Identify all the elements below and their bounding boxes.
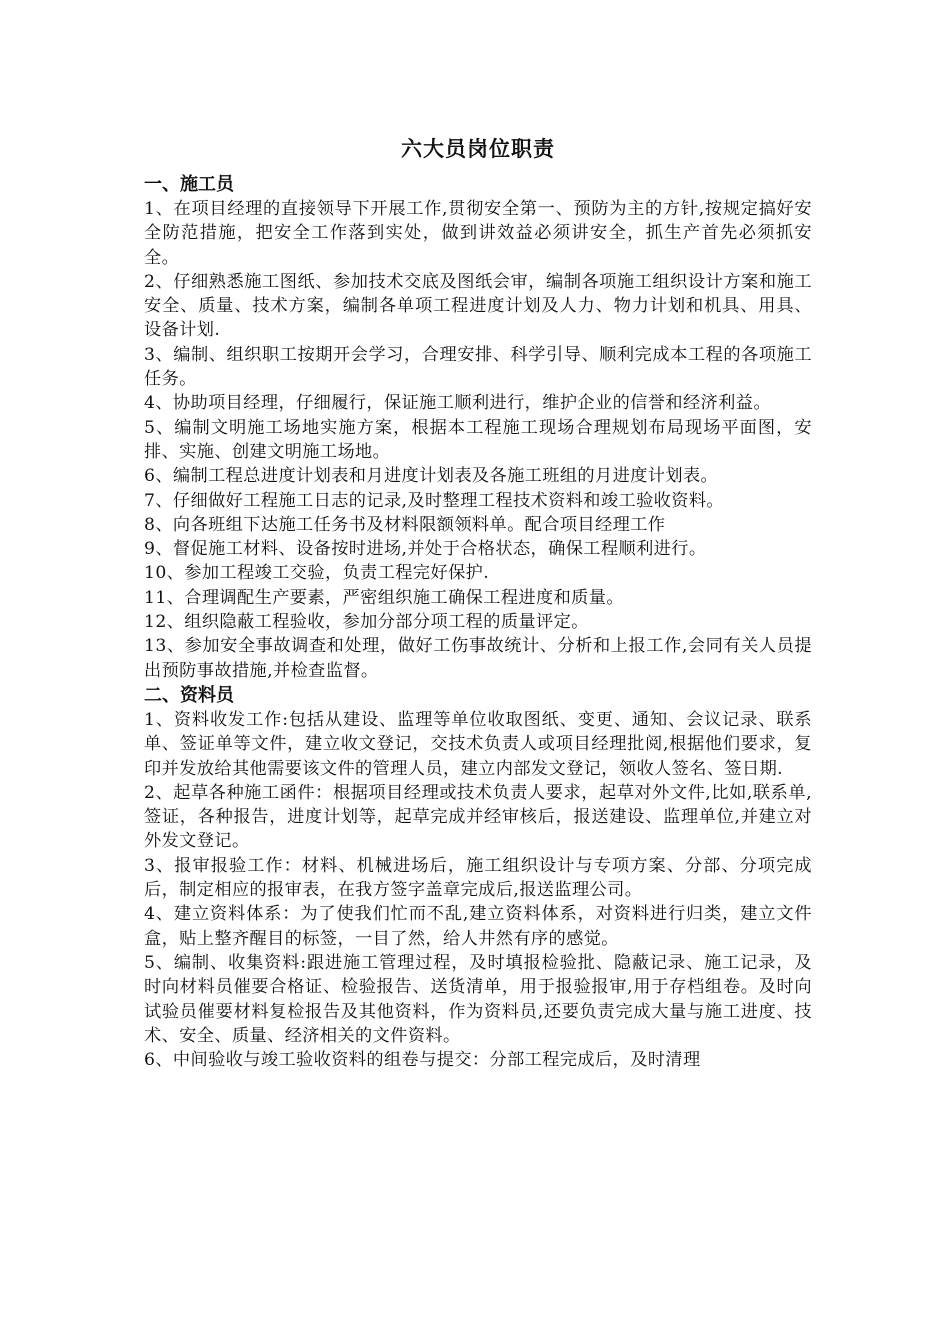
section-construction-worker (144, 172, 812, 683)
paragraph: 1、资料收发工作:包括从建设、监理等单位收取图纸、变更、通知、会议记录、联系单、签证单等文件，建立收文登记，交技术负责人或项目经理批阅,根据他们要求，复印并发放给其他需要该文件的管理人员，建立内部发文登记，领收人签名、签日期. (144, 709, 812, 779)
paragraph: 5、编制、收集资料:跟进施工管理过程，及时填报检验批、隐蔽记录、施工记录，及时向材料员催要合格证、检验报告、送货清单，用于报验报审,用于存档组卷。及时向试验员催要材料复检报告及其他资料，作为资料员,还要负责完成大量与施工进度、技术、安全、质量、经济相关的文件资料。 (144, 952, 812, 1046)
document-page (144, 132, 812, 1072)
paragraph: 11、合理调配生产要素，严密组织施工确保工程进度和质量。 (144, 587, 624, 608)
document-title: 六大员岗位职责 (401, 137, 555, 161)
paragraph: 3、报审报验工作：材料、机械进场后，施工组织设计与专项方案、分部、分项完成后，制定相应的报审表，在我方签字盖章完成后,报送监理公司。 (144, 855, 812, 901)
paragraph: 7、仔细做好工程施工日志的记录,及时整理工程技术资料和竣工验收资料。 (144, 490, 725, 511)
section-heading: 一、施工员 (144, 174, 234, 195)
paragraph: 2、仔细熟悉施工图纸、参加技术交底及图纸会审，编制各项施工组织设计方案和施工安全、质量、技术方案，编制各单项工程进度计划及人力、物力计划和机具、用具、设备计划. (144, 271, 812, 341)
paragraph: 2、起草各种施工函件：根据项目经理或技术负责人要求，起草对外文件,比如,联系单,签证，各种报告，进度计划等，起草完成并经审核后，报送建设、监理单位,并建立对外发文登记。 (144, 782, 812, 852)
paragraph: 5、编制文明施工场地实施方案，根据本工程施工现场合理规划布局现场平面图，安排、实施、创建文明施工场地。 (144, 417, 812, 462)
paragraph: 8、向各班组下达施工任务书及材料限额领料单。配合项目经理工作 (144, 514, 666, 535)
section-document-clerk (144, 683, 812, 1072)
paragraph: 10、参加工程竣工交验，负责工程完好保护. (144, 563, 490, 584)
paragraph: 1、在项目经理的直接领导下开展工作,贯彻安全第一、预防为主的方针,按规定搞好安全防范措施，把安全工作落到实处，做到讲效益必须讲安全，抓生产首先必须抓安全。 (144, 199, 812, 268)
paragraph: 12、组织隐蔽工程验收，参加分部分项工程的质量评定。 (144, 612, 589, 633)
paragraph: 4、建立资料体系：为了使我们忙而不乱,建立资料体系，对资料进行归类，建立文件盒，贴上整齐醒目的标签，一目了然，给人井然有序的感觉。 (144, 904, 812, 949)
paragraph: 6、中间验收与竣工验收资料的组卷与提交：分部工程完成后，及时清理 (144, 1050, 701, 1071)
section-heading: 二、资料员 (144, 684, 234, 706)
paragraph: 4、协助项目经理，仔细履行，保证施工顺利进行，维护企业的信誉和经济利益。 (144, 393, 771, 414)
paragraph: 3、编制、组织职工按期开会学习，合理安排、科学引导、顺利完成本工程的各项施工任务。 (144, 344, 812, 390)
paragraph: 13、参加安全事故调查和处理，做好工伤事故统计、分析和上报工作,会同有关人员提出预防事故措施,并检查监督。 (144, 636, 812, 681)
paragraph: 9、督促施工材料、设备按时进场,并处于合格状态，确保工程顺利进行。 (144, 539, 707, 560)
paragraph: 6、编制工程总进度计划表和月进度计划表及各施工班组的月进度计划表。 (144, 466, 719, 487)
